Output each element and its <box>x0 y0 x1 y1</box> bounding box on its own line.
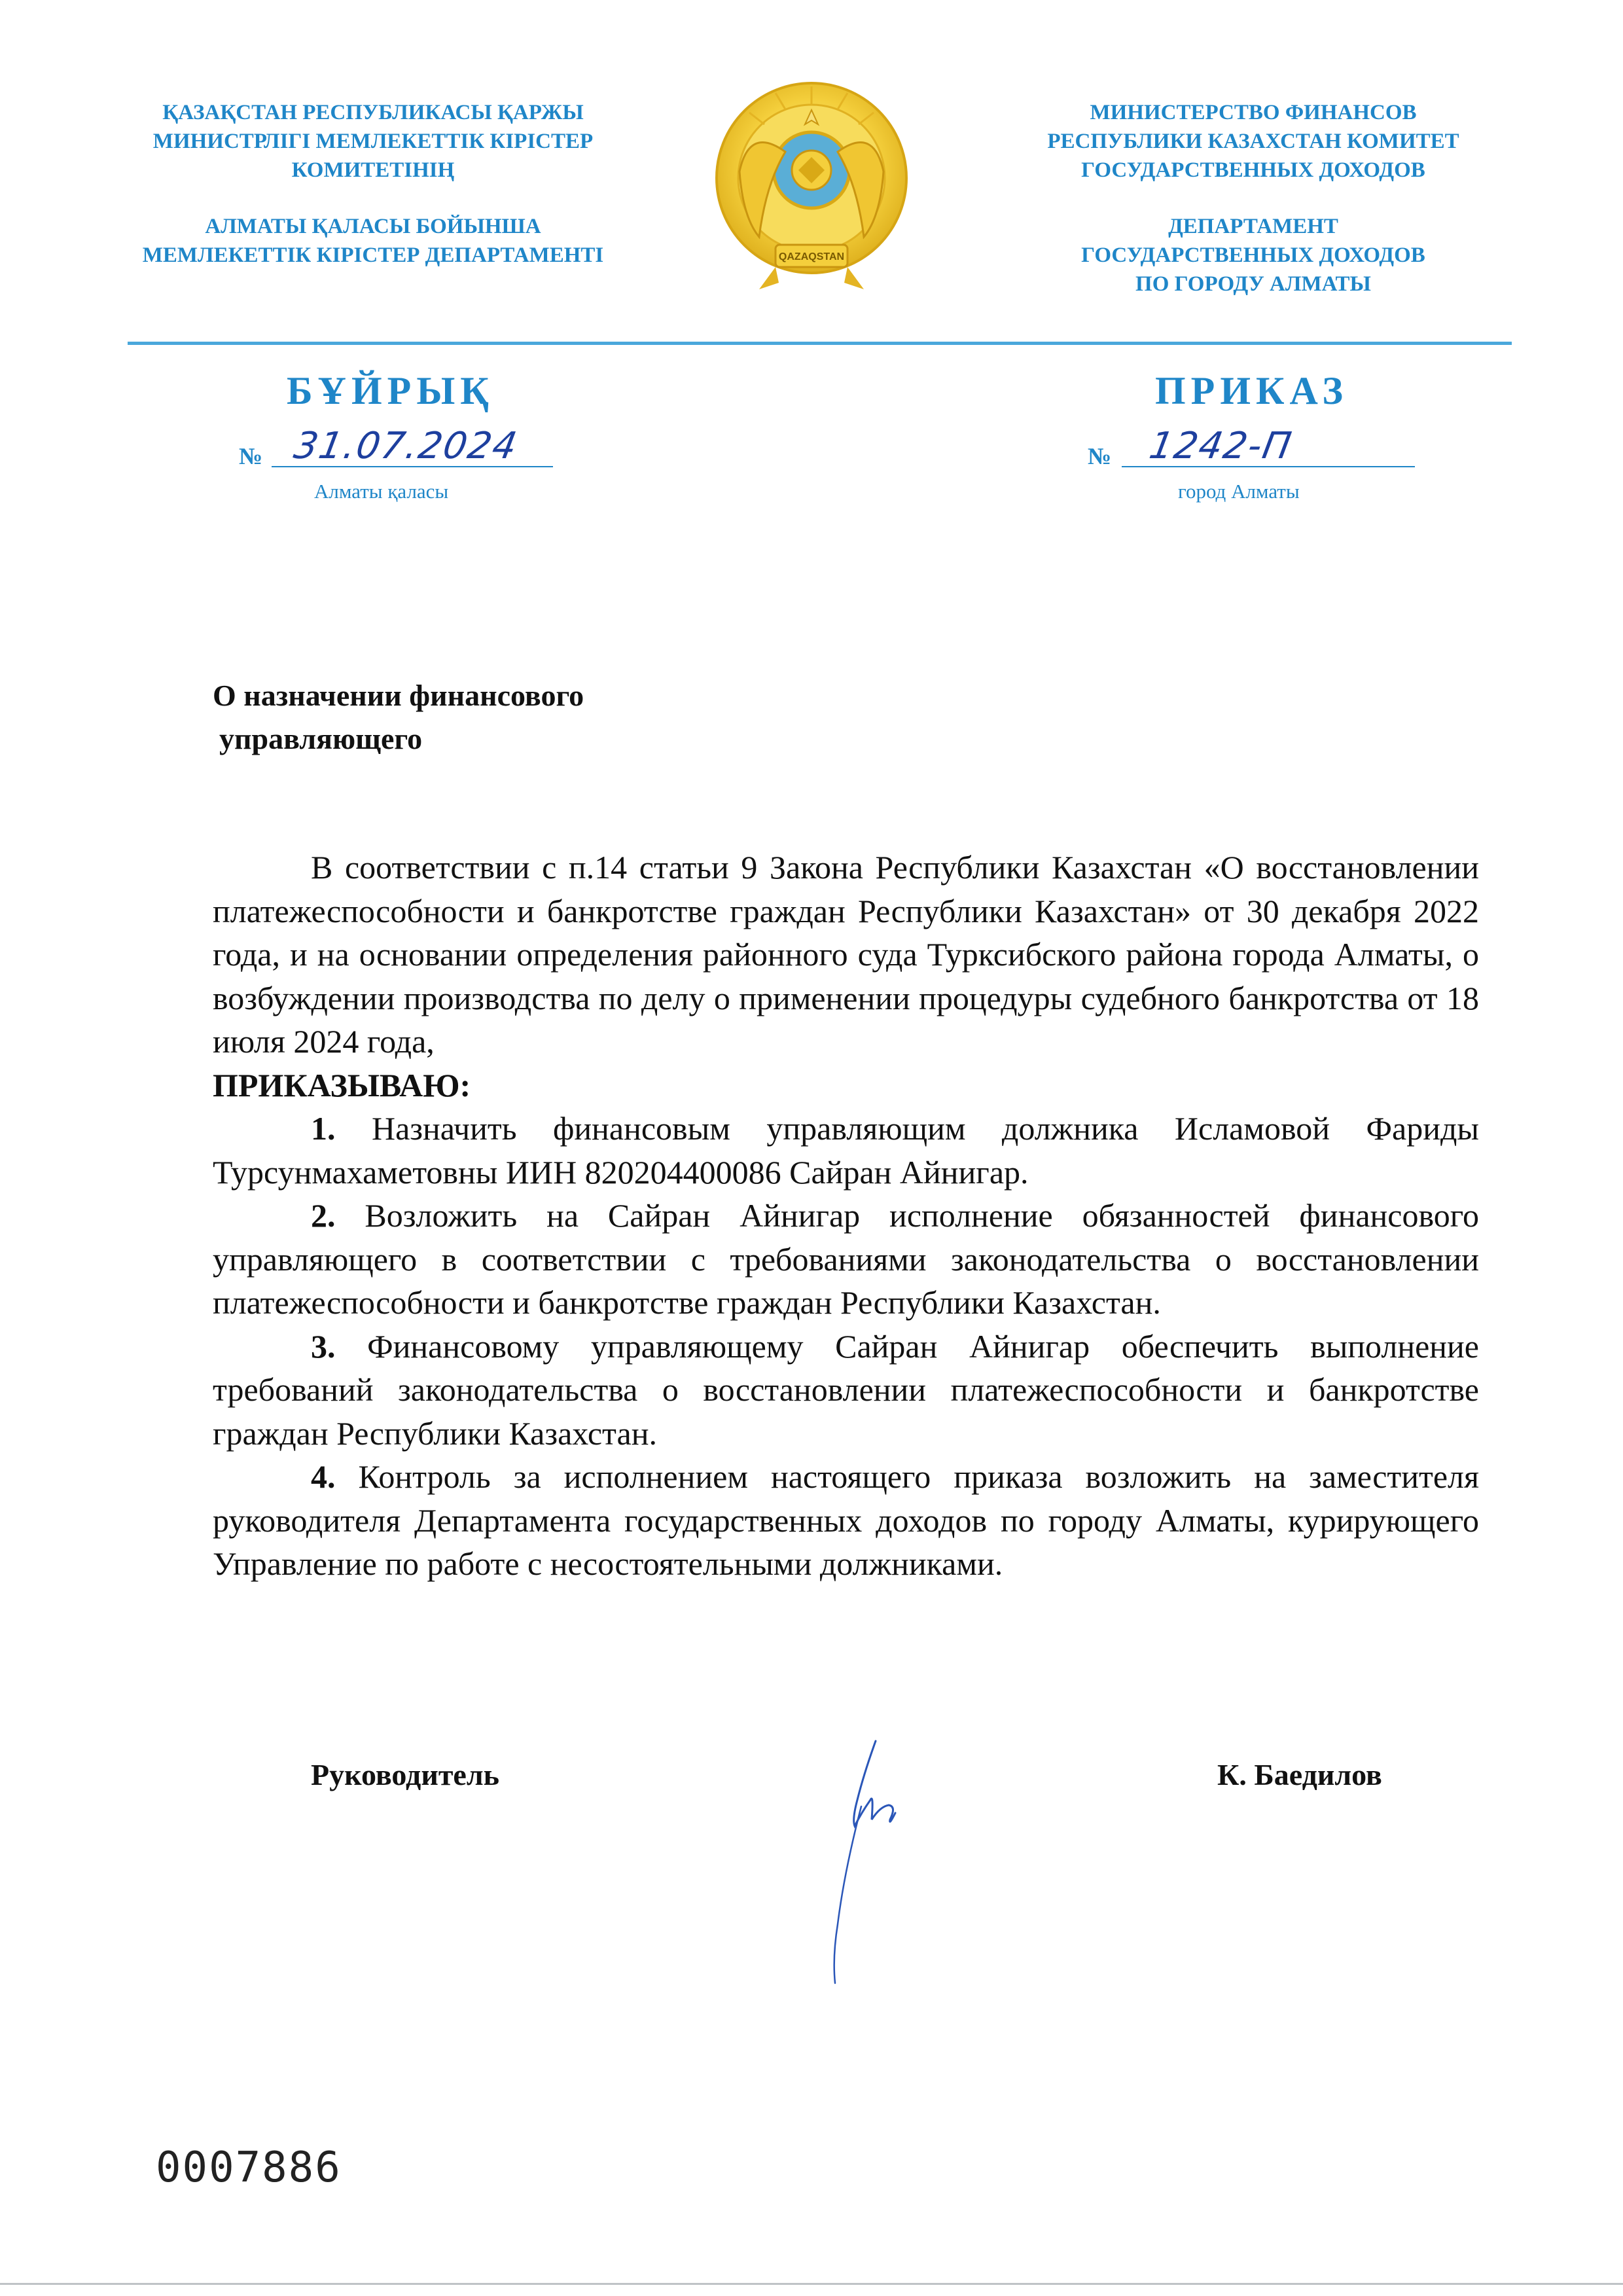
item-text: Финансовому управляющему Сайран Айнигар обеспечить выполнение требований законодательства о восстановлении платежеспособности и банкротстве граждан Республики Казахстан. <box>213 1327 1479 1452</box>
header-line: ПО ГОРОДУ АЛМАТЫ <box>1135 272 1371 296</box>
header-line: МЕМЛЕКЕТТІК КІРІСТЕР ДЕПАРТАМЕНТІ <box>142 243 604 267</box>
subject-line: О назначении финансового <box>213 679 584 712</box>
handwritten-signature-icon <box>798 1728 942 1990</box>
order-body <box>213 846 1479 1586</box>
header-line: АЛМАТЫ ҚАЛАСЫ БОЙЫНША <box>205 215 541 238</box>
order-number-russian <box>1088 424 1415 470</box>
item-text: Назначить финансовым управляющим должника Исламовой Фариды Турсунмахаметовны ИИН 820204400086 Сайран Айнигар. <box>213 1110 1479 1191</box>
order-number-kazakh <box>239 424 553 470</box>
page-edge <box>0 2283 1623 2285</box>
header-kazakh <box>85 98 661 270</box>
handwritten-number: 1242-П <box>1146 425 1296 467</box>
header-line: ҚАЗАҚСТАН РЕСПУБЛИКАСЫ ҚАРЖЫ <box>162 101 584 124</box>
header-line: КОМИТЕТІНІҢ <box>291 158 455 182</box>
order-item <box>213 1325 1479 1456</box>
item-number: 3. <box>311 1327 336 1365</box>
item-number: 4. <box>311 1458 336 1495</box>
header-line: ДЕПАРТАМЕНТ <box>1168 215 1338 238</box>
item-number: 2. <box>311 1197 336 1234</box>
order-item <box>213 1194 1479 1325</box>
order-title-russian: ПРИКАЗ <box>1155 369 1349 412</box>
header-line: ГОСУДАРСТВЕННЫХ ДОХОДОВ <box>1081 243 1425 267</box>
signatory-name: К. Баедилов <box>1217 1758 1382 1791</box>
header-russian <box>965 98 1541 298</box>
city-kazakh: Алматы қаласы <box>314 480 449 503</box>
header-line: МИНИСТЕРСТВО ФИНАНСОВ <box>1090 101 1417 124</box>
handwritten-date: 31.07.2024 <box>291 425 522 467</box>
serial-number: 0007886 <box>156 2144 342 2192</box>
subject-line: управляющего <box>219 722 423 755</box>
order-title-kazakh: БҰЙРЫҚ <box>287 369 494 412</box>
signatory-title: Руководитель <box>311 1758 499 1791</box>
state-emblem-icon <box>713 73 910 301</box>
number-sign: № <box>1088 443 1112 469</box>
order-item <box>213 1455 1479 1586</box>
preamble: В соответствии с п.14 статьи 9 Закона Республики Казахстан «О восстановлении платежеспособности и банкротстве граждан Республики Казахстан» от 30 декабря 2022 года, и на основании определения районного суда Турксибского района города Алматы, о возбуждении производства по делу о применении процедуры судебного банкротства от 18 июля 2024 года, <box>213 849 1479 1060</box>
city-russian: город Алматы <box>1178 480 1300 503</box>
item-text: Возложить на Сайран Айнигар исполнение обязанностей финансового управляющего в соответствии с требованиями законодательства о восстановлении платежеспособности и банкротстве граждан Республики Казахстан. <box>213 1197 1479 1321</box>
decree-word: ПРИКАЗЫВАЮ: <box>213 1066 471 1103</box>
header-line: МИНИСТРЛІГІ МЕМЛЕКЕТТІК КІРІСТЕР <box>152 130 594 153</box>
header-divider <box>128 342 1512 345</box>
header-line: ГОСУДАРСТВЕННЫХ ДОХОДОВ <box>1081 158 1425 182</box>
number-sign: № <box>239 443 263 469</box>
item-number: 1. <box>311 1110 336 1147</box>
order-item <box>213 1107 1479 1194</box>
header-line: РЕСПУБЛИКИ КАЗАХСТАН КОМИТЕТ <box>1047 130 1459 153</box>
item-text: Контроль за исполнением настоящего приказа возложить на заместителя руководителя Департамента государственных доходов по городу Алматы, курирующего Управление по работе с несостоятельными должниками. <box>213 1458 1479 1582</box>
emblem-text: QAZAQSTAN <box>778 251 845 262</box>
order-subject <box>213 674 584 761</box>
